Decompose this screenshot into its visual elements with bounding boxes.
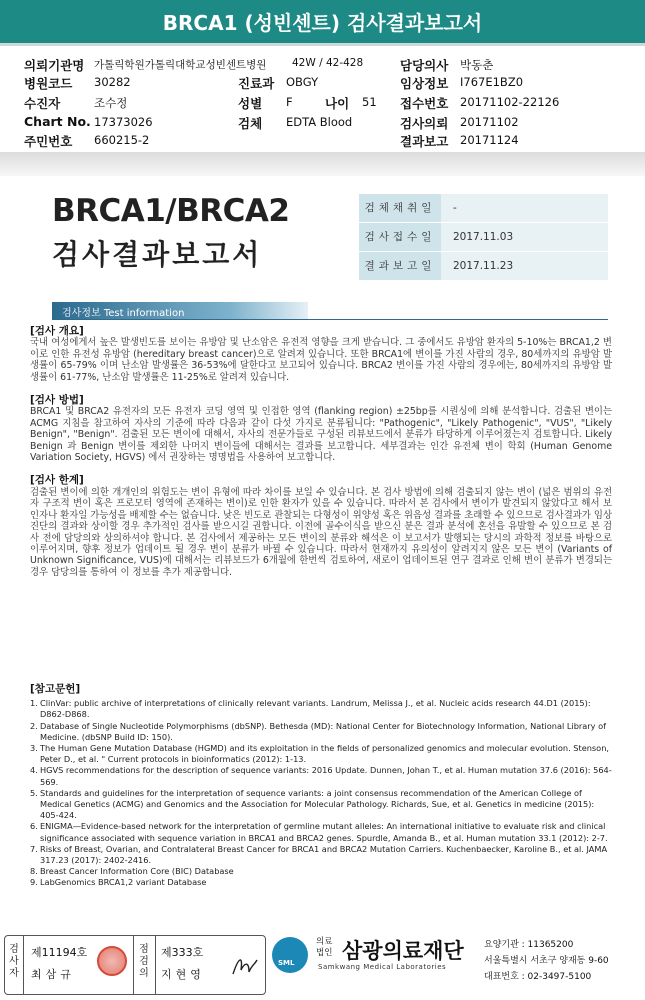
- chart-label: Chart No.: [24, 114, 91, 129]
- test-info-section-bar: [52, 302, 308, 319]
- info-row-report: [359, 252, 608, 280]
- report-date-value: 20171124: [460, 133, 519, 147]
- patient-header: [0, 50, 645, 150]
- section-label: 검사정보 Test information: [62, 308, 185, 319]
- info-row-collection: [359, 194, 608, 222]
- doctor-value: 박동춘: [460, 58, 494, 72]
- report-footer: [0, 933, 645, 1000]
- page-divider: [0, 152, 645, 176]
- inst-name: 삼광의료재단: [342, 939, 464, 963]
- ward-value: 42W / 42-428: [292, 57, 364, 69]
- reference-item: 1. ClinVar: public archive of interpretations of clinically relevant variants. Landrum, Melissa J., et al. Nucleic acids research 44.D1 (2015): D862-D868.: [30, 698, 591, 720]
- method-heading: [검사 방법]: [30, 394, 84, 407]
- sex-label: 성별: [238, 96, 263, 111]
- section-rule: [52, 319, 608, 320]
- reference-item: 5. Standards and guidelines for the interpretation of sequence variants: a joint consensus recommendation of the American College of Medical Genetics (ACMG) and Genomics and the Association for Molecular Pathology. Richards, Sue, et al. Genetics in medicine (2015): 405-424.: [30, 787, 595, 821]
- specimen-value: EDTA Blood: [286, 115, 353, 129]
- reference-item: 8. Breast Cancer Information Core (BIC) Database: [30, 866, 234, 877]
- request-date-value: 20171102: [460, 115, 519, 129]
- clinical-info-value: I767E1BZ0: [460, 75, 524, 89]
- inst-tag: 의료법인: [316, 937, 333, 958]
- inst-phone: 대표번호 : 02-3497-5100: [484, 972, 592, 982]
- method-text: BRCA1 및 BRCA2 유전자의 모든 유전자 코딩 영역 및 인접한 영역 (flanking region) ±25bp를 시퀀싱에 의해 분석합니다. 검출된 변이는 ACMG 지침을 참고하여 자사의 기준에 따라 다음과 같이 다섯 가지로 분류됩니다: "Pathogenic", "Likely Pathogenic", "VUS", "Likely Benign", "Benign". 검출된 모든 변이에 대해서, 자사의 전문가들로 구성된 리뷰보드에서 분류가 타당하게 이루어졌는지 검토합니다. Likely Benign 과 Benign 변이를 제외한 나머지 변이들에 대해서는 결과를 보고합니다. 세부결과는 인간 유전체 변이 학회 (Human Genome Variation Society, HGVS) 에서 권장하는 명명법을 사용하여 보고합니다.: [30, 406, 612, 464]
- limit-heading: [검사 한계]: [30, 474, 84, 487]
- info-row-receipt: [359, 223, 608, 251]
- resident-label: 주민번호: [24, 134, 73, 149]
- age-value: 51: [362, 95, 377, 109]
- dept-label: 진료과: [238, 76, 275, 91]
- inspector-label: 점검의: [139, 944, 149, 979]
- doctor-label: 담당의사: [400, 58, 449, 73]
- examiner-label: 검사자: [9, 944, 19, 979]
- receipt-no-label: 접수번호: [400, 96, 449, 111]
- limit-text: 검출된 변이에 의한 개개인의 위험도는 변이 유형에 따라 차이를 보일 수 있습니다. 본 검사 방법에 의해 검출되지 않는 변이 (넓은 범위의 유전자 구조적 변이 혹은 프로모터 영역에 존재하는 변이)로 인한 환자가 있을 수 있습니다. 따라서 본 검사에서 변이가 발견되지 않았다고 해서 보인자나 환자일 가능성을 배제할 수는 없습니다. 낮은 빈도로 관찰되는 다형성이 위양성 혹은 위음성 결과를 초래할 수 있으므로 검사결과가 임상진단의 결과와 상이할 경우 추가적인 검사를 받으시길 권합니다. 이전에 골수이식을 받으신 분은 결과 분석에 혼선을 유발할 수 있으므로 본 검사 전에 담당의와 상의하셔야 합니다. 본 검사에서 제공하는 모든 변이의 분류와 해석은 이 보고서가 발행되는 당시의 과학적 정보를 바탕으로 이루어지며, 향후 정보가 업데이트 될 경우 변이 분류가 바뀔 수 있습니다. 따라서 현재까지 유의성이 알려지지 않은 모든 변이 (Variants of Unknown Significance, VUS)에 대해서는 리뷰보드가 6개월에 한번씩 검토하여, 새로이 업데이트된 연구 결과로 인해 변이 분류가 변경되는 경우 담당의를 통하여 이 정보를 추가 제공합니다.: [30, 486, 612, 578]
- info-value: 2017.11.23: [441, 252, 608, 280]
- overview-text: 국내 여성에게서 높은 발생빈도를 보이는 유방암 및 난소암은 유전적 영향을 크게 받습니다. 그 중에서도 유방암 환자의 5-10%는 BRCA1,2 변이로 인한 유전성 유방암 (hereditary breast cancer)으로 알려져 있습니다. 또한 BRCA1에 변이를 가진 사람의 경우, 80세까지의 유방암 발생률이 65-79% 이며 난소암 발생률은 36-53%에 달한다고 보고되어 있습니다. BRCA2 변이를 가진 사람의 경우에는, 80세까지의 유방암 발생률이 61-77%, 난소암 발생률은 11-25%로 알려져 있습니다.: [30, 337, 612, 383]
- samkwang-logo-icon: SML: [272, 937, 308, 973]
- collector-value: 조수정: [94, 96, 128, 110]
- report-body: [30, 322, 612, 578]
- receipt-no-value: 20171102-22126: [460, 95, 560, 109]
- inst-name-en: Samkwang Medical Laboratories: [318, 963, 447, 971]
- info-key: 결과보고일: [359, 252, 441, 280]
- request-label: 검사의뢰: [400, 116, 449, 131]
- report-banner-title: BRCA1 (성빈센트) 검사결과보고서: [0, 0, 645, 46]
- reference-item: 4. HGVS recommendations for the description of sequence variants: 2016 Update. Dunnen, Johan T., et al. Human mutation 37.6 (2016): 564-569.: [30, 765, 612, 787]
- overview-heading: [검사 개요]: [30, 325, 84, 337]
- inspector-name: 지현영: [161, 968, 205, 981]
- signature-box: [4, 935, 266, 995]
- inst-code: 요양기관 : 11365200: [484, 940, 574, 950]
- report-dates-box: [359, 194, 608, 281]
- info-key: 검체채취일: [359, 194, 441, 222]
- info-value: 2017.11.03: [441, 223, 608, 251]
- report-title-ko: 검사결과보고서: [52, 238, 263, 271]
- institution-label: 의뢰기관명: [24, 58, 85, 73]
- reference-item: 9. LabGenomics BRCA1,2 variant Database: [30, 877, 207, 888]
- institution-value: 가톨릭학원가톨릭대학교성빈센트병원: [94, 59, 267, 71]
- collector-label: 수진자: [24, 96, 61, 111]
- info-key: 검사접수일: [359, 223, 441, 251]
- chart-value: 17373026: [94, 115, 153, 129]
- age-label: 나이: [325, 96, 350, 111]
- resident-value: 660215-2: [94, 133, 150, 147]
- inst-address: 서울특별시 서초구 양재동 9-60: [484, 956, 609, 966]
- clinical-info-label: 임상정보: [400, 76, 449, 91]
- inspector-no: 제333호: [161, 946, 204, 959]
- reference-item: 3. The Human Gene Mutation Database (HGMD) and its exploitation in the fields of personalized genomics and molecular evolution. Stenson, Peter D., et al. " Current protocols in bioinformatics (2012): 1-13.: [30, 743, 609, 765]
- reference-item: 6. ENIGMA—Evidence-based network for the interpretation of germline mutant alleles: An international initiative to evaluate risk and clinical significance associated with sequence variation in BRCA1 and BRCA2 genes. Spurdle, Amanda B., et al. Human mutation 33.1 (2012): 2-7.: [30, 821, 608, 843]
- reference-item: 2. Database of Single Nucleotide Polymorphisms (dbSNP). Bethesda (MD): National Center for Biotechnology Information, National Library of Medicine. (dbSNP Build ID: 150).: [30, 720, 606, 742]
- examiner-name: 최삼규: [31, 968, 75, 981]
- references: [30, 684, 612, 889]
- reference-item: 7. Risks of Breast, Ovarian, and Contralateral Breast Cancer for BRCA1 and BRCA2 Mutation Carriers. Kuchenbaecker, Karoline B., et al. JAMA 317.23 (2017): 2402-2416.: [30, 843, 608, 866]
- report-label: 결과보고: [400, 134, 449, 149]
- sex-value: F: [286, 95, 293, 109]
- hospital-code-value: 30282: [94, 75, 131, 89]
- references-heading: [참고문헌]: [30, 683, 81, 695]
- examiner-seal-icon: [97, 946, 127, 976]
- specimen-label: 검체: [238, 116, 263, 131]
- dept-value: OBGY: [286, 75, 319, 89]
- hospital-code-label: 병원코드: [24, 76, 73, 91]
- report-title-en: BRCA1/BRCA2: [52, 193, 290, 229]
- examiner-no: 제11194호: [31, 946, 88, 959]
- inspector-signature-icon: [229, 954, 259, 980]
- info-value: -: [441, 194, 608, 222]
